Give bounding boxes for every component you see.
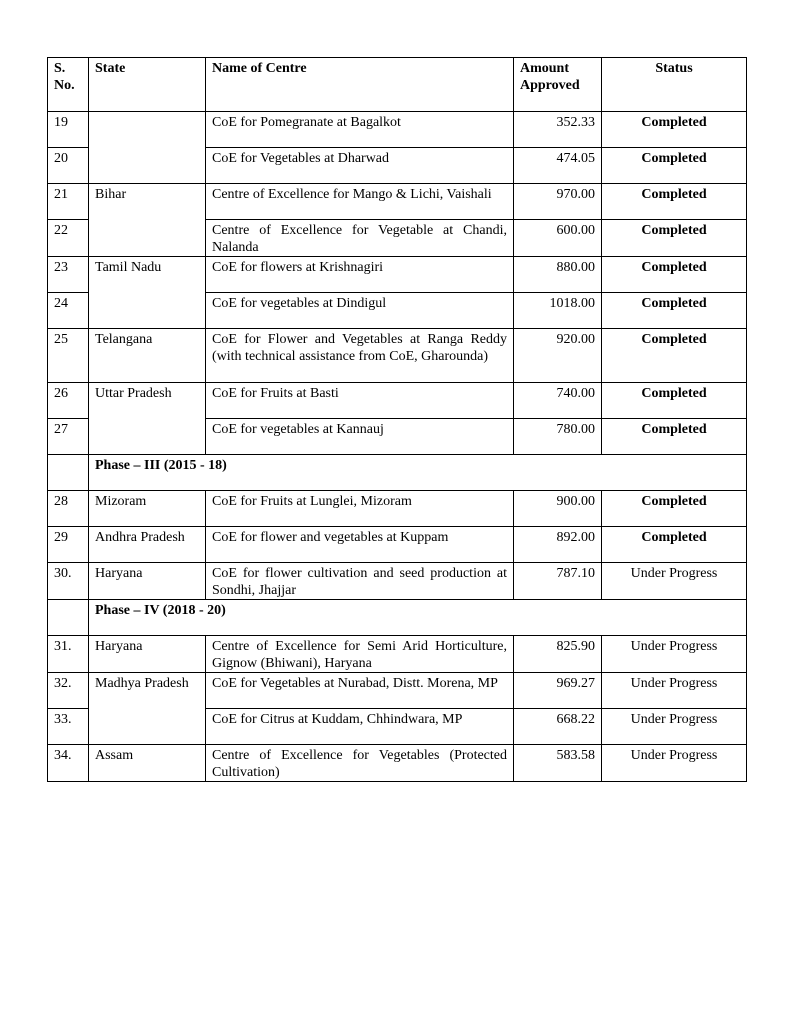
- cell-centre: CoE for flowers at Krishnagiri: [206, 257, 514, 293]
- table-row: [48, 491, 747, 527]
- cell-amount: 352.33: [514, 112, 602, 148]
- cell-sno: 19: [48, 112, 89, 148]
- cell-centre: CoE for Citrus at Kuddam, Chhindwara, MP: [206, 709, 514, 745]
- table-row: [48, 329, 747, 383]
- cell-status: Under Progress: [602, 709, 747, 745]
- cell-status: Completed: [602, 184, 747, 220]
- cell-amount: 825.90: [514, 636, 602, 673]
- table-header-row: [48, 58, 747, 112]
- cell-amount: 787.10: [514, 563, 602, 600]
- table-row: [48, 184, 747, 220]
- table-row: [48, 636, 747, 673]
- cell-state: Tamil Nadu: [89, 257, 206, 329]
- cell-sno: 33.: [48, 709, 89, 745]
- cell-amount: 600.00: [514, 220, 602, 257]
- cell-centre: CoE for Vegetables at Nurabad, Distt. Morena, MP: [206, 673, 514, 709]
- cell-state: Madhya Pradesh: [89, 673, 206, 745]
- coe-table: [47, 57, 747, 782]
- cell-state: Assam: [89, 745, 206, 782]
- cell-sno: 21: [48, 184, 89, 220]
- cell-sno: 22: [48, 220, 89, 257]
- cell-sno: 23: [48, 257, 89, 293]
- cell-centre: CoE for Vegetables at Dharwad: [206, 148, 514, 184]
- cell-amount: 780.00: [514, 419, 602, 455]
- cell-status: Completed: [602, 220, 747, 257]
- cell-state: Uttar Pradesh: [89, 383, 206, 455]
- cell-sno: 27: [48, 419, 89, 455]
- cell-amount: 1018.00: [514, 293, 602, 329]
- table-row: [48, 112, 747, 148]
- cell-state: Mizoram: [89, 491, 206, 527]
- cell-status: Completed: [602, 329, 747, 383]
- cell-sno: 30.: [48, 563, 89, 600]
- cell-centre: CoE for flower cultivation and seed production at Sondhi, Jhajjar: [206, 563, 514, 600]
- cell-amount: 892.00: [514, 527, 602, 563]
- cell-status: Completed: [602, 112, 747, 148]
- phase-row: [48, 455, 747, 491]
- cell-amount: 668.22: [514, 709, 602, 745]
- cell-amount: 740.00: [514, 383, 602, 419]
- header-sno: S. No.: [48, 58, 89, 112]
- cell-state: Andhra Pradesh: [89, 527, 206, 563]
- cell-sno: 31.: [48, 636, 89, 673]
- cell-status: Completed: [602, 293, 747, 329]
- phase-heading: Phase – IV (2018 - 20): [89, 600, 747, 636]
- header-centre: Name of Centre: [206, 58, 514, 112]
- cell-status: Completed: [602, 257, 747, 293]
- cell-amount: 970.00: [514, 184, 602, 220]
- cell-amount: 474.05: [514, 148, 602, 184]
- cell-centre: CoE for Fruits at Lunglei, Mizoram: [206, 491, 514, 527]
- cell-state: Bihar: [89, 184, 206, 257]
- cell-sno-empty: [48, 600, 89, 636]
- phase-heading: Phase – III (2015 - 18): [89, 455, 747, 491]
- cell-centre: CoE for Flower and Vegetables at Ranga Reddy (with technical assistance from CoE, Gharounda): [206, 329, 514, 383]
- cell-sno: 34.: [48, 745, 89, 782]
- cell-amount: 920.00: [514, 329, 602, 383]
- cell-amount: 900.00: [514, 491, 602, 527]
- cell-sno: 29: [48, 527, 89, 563]
- cell-sno: 20: [48, 148, 89, 184]
- cell-sno: 25: [48, 329, 89, 383]
- cell-status: Completed: [602, 491, 747, 527]
- cell-state: Haryana: [89, 636, 206, 673]
- cell-sno: 26: [48, 383, 89, 419]
- cell-status: Completed: [602, 148, 747, 184]
- cell-sno: 24: [48, 293, 89, 329]
- cell-sno: 32.: [48, 673, 89, 709]
- table-row: [48, 563, 747, 600]
- header-state: State: [89, 58, 206, 112]
- phase-row: [48, 600, 747, 636]
- cell-centre: Centre of Excellence for Mango & Lichi, Vaishali: [206, 184, 514, 220]
- cell-status: Under Progress: [602, 673, 747, 709]
- header-amount: Amount Approved: [514, 58, 602, 112]
- table-row: [48, 527, 747, 563]
- cell-status: Completed: [602, 419, 747, 455]
- cell-amount: 583.58: [514, 745, 602, 782]
- cell-centre: CoE for vegetables at Kannauj: [206, 419, 514, 455]
- cell-status: Completed: [602, 527, 747, 563]
- cell-status: Under Progress: [602, 745, 747, 782]
- table-row: [48, 257, 747, 293]
- table-row: [48, 673, 747, 709]
- cell-state: Telangana: [89, 329, 206, 383]
- cell-sno: 28: [48, 491, 89, 527]
- cell-centre: Centre of Excellence for Semi Arid Horticulture, Gignow (Bhiwani), Haryana: [206, 636, 514, 673]
- cell-centre: Centre of Excellence for Vegetable at Chandi, Nalanda: [206, 220, 514, 257]
- table-row: [48, 383, 747, 419]
- cell-amount: 880.00: [514, 257, 602, 293]
- cell-sno-empty: [48, 455, 89, 491]
- cell-centre: CoE for flower and vegetables at Kuppam: [206, 527, 514, 563]
- cell-state: [89, 112, 206, 184]
- cell-centre: Centre of Excellence for Vegetables (Protected Cultivation): [206, 745, 514, 782]
- cell-status: Under Progress: [602, 636, 747, 673]
- cell-status: Under Progress: [602, 563, 747, 600]
- cell-state: Haryana: [89, 563, 206, 600]
- cell-centre: CoE for Pomegranate at Bagalkot: [206, 112, 514, 148]
- cell-amount: 969.27: [514, 673, 602, 709]
- header-status: Status: [602, 58, 747, 112]
- cell-centre: CoE for vegetables at Dindigul: [206, 293, 514, 329]
- cell-centre: CoE for Fruits at Basti: [206, 383, 514, 419]
- table-row: [48, 745, 747, 782]
- cell-status: Completed: [602, 383, 747, 419]
